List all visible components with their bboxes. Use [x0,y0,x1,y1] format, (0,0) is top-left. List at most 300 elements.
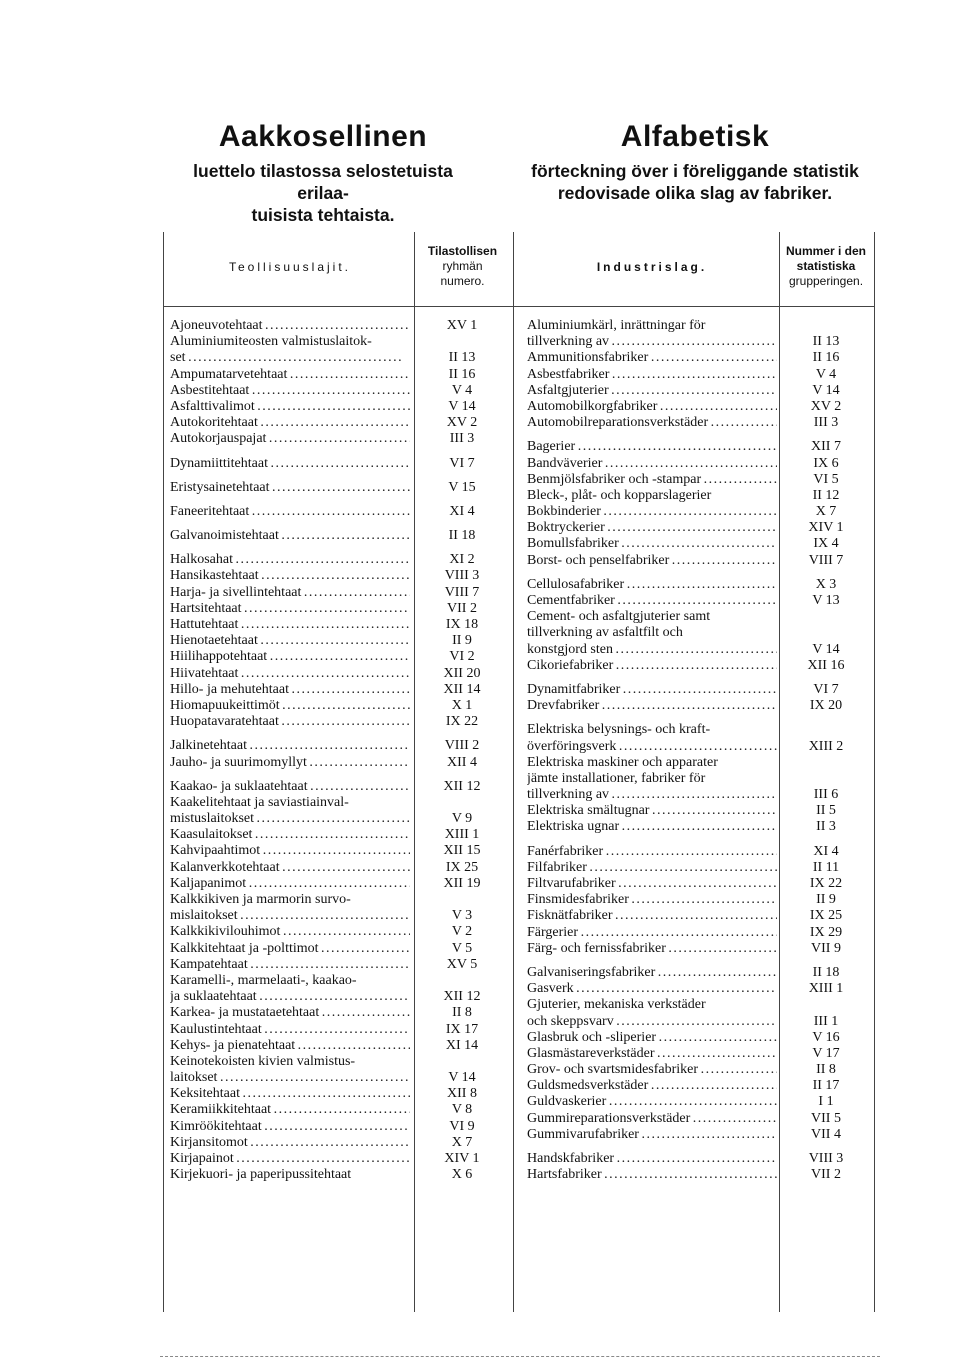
swedish-category-name: Elektriska maskiner och apparater [527,754,718,770]
finnish-row [170,698,410,714]
swedish-spacer [784,569,868,577]
finnish-category-name: Huopatavaratehtaat . . . [170,714,410,730]
swedish-group-number: II 3 [816,819,836,835]
finnish-category-name: Kahvipaahtimot . . . [170,843,410,859]
swedish-category-name: Gasverk . . . [527,981,777,997]
header-swedish-number-line1: Nummer i den [785,244,866,258]
swedish-category-name: Elektriska ugnar . . . [527,819,777,835]
swedish-group-number: III 1 [813,1013,839,1029]
finnish-spacer [418,544,506,552]
swedish-row [527,698,777,714]
finnish-row [170,1135,410,1151]
finnish-group-number: II 18 [448,528,476,544]
swedish-group-number: IX 4 [813,536,839,552]
finnish-group-number: X 6 [451,1167,473,1183]
swedish-group-number [784,997,868,1013]
finnish-group-number: VI 2 [449,649,475,665]
finnish-category-name: Jauho- ja suurimomyllyt . . . [170,755,410,771]
swedish-category-name: Cellulosafabriker . . . [527,577,777,593]
finnish-category-name: Kimröökitehtaat . . . [170,1119,410,1135]
finnish-category-name: set . . . [170,350,410,366]
finnish-spacer [418,496,506,504]
swedish-group-number: XII 7 [811,439,841,455]
swedish-row [527,1167,777,1183]
swedish-spacer [527,836,777,844]
swedish-category-name: Elektriska smältugnar . . . [527,803,777,819]
swedish-group-number: II 9 [816,892,836,908]
swedish-spacer [784,836,868,844]
finnish-category-name: Autokorjauspajat . . . [170,431,410,447]
finnish-spacer [418,730,506,738]
swedish-group-number: II 17 [812,1078,840,1094]
swedish-row [527,642,777,658]
finnish-category-name: Hattutehtaat . . . [170,617,410,633]
header-finnish-category: Teollisuuslajit. [228,260,352,274]
swedish-row [527,965,777,981]
finnish-group-number [418,334,506,350]
finnish-spacer [170,520,410,528]
finnish-category-name: Kirjansitomot . . . [170,1135,410,1151]
swedish-category-name: Gummireparationsverkstäder . . . [527,1111,777,1127]
header-swedish-number [778,244,874,289]
swedish-row [527,682,777,698]
finnish-group-number: V 14 [448,1070,476,1086]
finnish-group-number: XII 14 [443,681,481,697]
swedish-group-number: VII 9 [811,940,841,956]
finnish-row [170,1022,410,1038]
title-swedish [510,118,880,204]
swedish-row [527,658,777,674]
finnish-category-name: Harja- ja sivellintehtaat . . . [170,585,410,601]
finnish-group-number: XV 1 [446,318,478,333]
swedish-row [527,399,777,415]
swedish-category-name: jämte installationer, fabriker för [527,770,706,786]
finnish-group-number [418,973,506,989]
finnish-row [170,795,410,811]
swedish-category-name: Finsmidesfabriker . . . [527,892,777,908]
subtitle-finnish-line2: tuisista tehtaista. [251,205,395,225]
swedish-row [527,908,777,924]
finnish-spacer [170,730,410,738]
finnish-category-name: Jalkinetehtaat . . . [170,738,410,754]
finnish-row [170,973,410,989]
header-finnish-number-line1: Tilastollisen [427,244,498,258]
swedish-row [527,488,777,504]
finnish-group-number: II 9 [452,633,472,649]
swedish-category-name: Aluminiumkärl, inrättningar för [527,318,706,333]
swedish-spacer [784,674,868,682]
finnish-group-number: V 5 [451,940,473,956]
finnish-category-name: Kaakao- ja suklaatehtaat . . . [170,779,410,795]
finnish-row [170,941,410,957]
finnish-row [170,617,410,633]
finnish-row [170,682,410,698]
swedish-spacer [527,714,777,722]
finnish-row [170,1119,410,1135]
finnish-category-name: Kalanverkkotehtaat . . . [170,860,410,876]
finnish-row [170,383,410,399]
finnish-row [170,892,410,908]
swedish-category-name: Bokbinderier . . . [527,504,777,520]
swedish-row [527,876,777,892]
finnish-category-name: Asbestitehtaat . . . [170,383,410,399]
swedish-category-name: Fanérfabriker . . . [527,844,777,860]
finnish-row [170,633,410,649]
swedish-group-number: VII 4 [811,1126,841,1142]
swedish-category-name: Filtvarufabriker . . . [527,876,777,892]
swedish-group-number: II 13 [812,334,840,350]
finnish-group-number: VIII 2 [444,738,480,754]
finnish-category-name: Kirjekuori- ja paperipussitehtaat [170,1167,352,1183]
finnish-group-number: XV 2 [446,415,478,431]
subtitle-swedish-line1: förteckning över i föreliggande statistik [531,161,859,181]
swedish-category-name: Drevfabriker . . . [527,698,777,714]
swedish-category-name: Cementfabriker . . . [527,593,777,609]
swedish-group-number: X 7 [815,504,837,520]
finnish-group-number: X 1 [451,697,473,713]
swedish-group-number: V 13 [812,593,840,608]
finnish-group-number: XII 4 [447,754,477,770]
swedish-group-number: III 3 [813,415,839,431]
swedish-spacer [784,957,868,965]
finnish-row [170,480,410,496]
finnish-group-number: XIV 1 [444,1151,480,1166]
swedish-row [527,1078,777,1094]
swedish-row [527,334,777,350]
finnish-row [170,860,410,876]
swedish-row [527,625,777,641]
swedish-row [527,553,777,569]
header-swedish-number-line3: grupperingen. [788,274,864,288]
finnish-spacer [170,544,410,552]
swedish-group-number [784,755,868,771]
swedish-spacer [527,431,777,439]
swedish-row [527,860,777,876]
finnish-category-name: Kaasulaitokset . . . [170,827,410,843]
swedish-row [527,318,777,334]
finnish-row [170,334,410,350]
finnish-group-number: VIII 7 [444,584,480,600]
swedish-group-number: VIII 7 [808,552,844,568]
finnish-category-name: Keramiikkitehtaat . . . [170,1102,410,1118]
finnish-category-name: Eristysainetehtaat . . . [170,480,410,496]
swedish-category-name: Glasbruk och -sliperier . . . [527,1030,777,1046]
swedish-row [527,739,777,755]
rule-fi-num [414,232,415,1312]
swedish-row [527,350,777,366]
swedish-row [527,504,777,520]
finnish-category-name: laitokset . . . [170,1070,410,1086]
swedish-row [527,472,777,488]
finnish-number-list [418,318,506,1183]
finnish-category-name: Karamelli-, marmelaati-, kaakao- [170,972,357,988]
swedish-row [527,609,777,625]
swedish-category-name: Borst- och penselfabriker . . . [527,553,777,569]
swedish-category-list [527,318,777,1183]
finnish-category-list [170,318,410,1183]
finnish-group-number: XIII 1 [444,827,480,843]
finnish-group-number: V 9 [451,811,473,827]
finnish-category-name: Dynamiittitehtaat . . . [170,456,410,472]
finnish-row [170,1086,410,1102]
swedish-number-list [784,318,868,1183]
swedish-category-name: Guldsmedsverkstäder . . . [527,1078,777,1094]
finnish-spacer [170,496,410,504]
finnish-row [170,876,410,892]
swedish-row [527,1030,777,1046]
swedish-group-number: VI 5 [813,471,839,487]
finnish-group-number: VIII 3 [444,568,480,584]
finnish-category-name: Karkea- ja mustataetehtaat . . . [170,1005,410,1021]
swedish-group-number: V 4 [815,366,837,382]
header-finnish-number-line3: numero. [440,274,485,288]
finnish-category-name: Kirjapainot . . . [170,1151,410,1167]
finnish-spacer [170,448,410,456]
finnish-category-name: Kampatehtaat . . . [170,957,410,973]
swedish-row [527,456,777,472]
swedish-group-number: II 18 [812,964,840,980]
swedish-category-name: överföringsverk . . . [527,739,777,755]
swedish-group-number: XI 4 [813,843,839,859]
finnish-group-number: XII 12 [443,989,481,1005]
finnish-row [170,755,410,771]
finnish-row [170,1102,410,1118]
finnish-group-number [418,1054,506,1070]
finnish-category-name: Hansikastehtaat . . . [170,568,410,584]
swedish-row [527,1046,777,1062]
finnish-group-number: XV 5 [446,956,478,972]
swedish-row [527,771,777,787]
finnish-row [170,649,410,665]
swedish-category-name: Färg- och fernissfabriker . . . [527,941,777,957]
swedish-row [527,1111,777,1127]
swedish-category-name: Bleck-, plåt- och kopparslagerier [527,487,712,503]
finnish-category-name: Keinotekoisten kivien valmistus- [170,1053,356,1069]
rule-middle [513,232,514,1312]
swedish-group-number: IX 20 [809,698,843,714]
finnish-row [170,1167,410,1183]
finnish-group-number: II 16 [448,366,476,382]
swedish-category-name: tillverkning av . . . [527,787,777,803]
finnish-group-number: IX 18 [445,617,479,632]
finnish-row [170,779,410,795]
finnish-group-number: V 2 [451,924,473,940]
swedish-row [527,1127,777,1143]
finnish-category-name: ja suklaatehtaat . . . [170,989,410,1005]
swedish-row [527,803,777,819]
subtitle-swedish-line2: redovisade olika slag av fabriker. [557,183,833,203]
swedish-category-name: Automobilkorgfabriker . . . [527,399,777,415]
finnish-row [170,924,410,940]
swedish-row [527,925,777,941]
swedish-group-number [784,722,868,738]
swedish-row [527,1062,777,1078]
finnish-group-number: IX 17 [445,1021,479,1037]
swedish-row [527,1151,777,1167]
header-finnish-number-line2: ryhmän [442,259,483,273]
swedish-spacer [784,714,868,722]
swedish-group-number: XII 16 [807,657,845,673]
finnish-group-number: VII 2 [447,600,477,616]
swedish-group-number: XIII 2 [808,738,844,754]
swedish-category-name: Handskfabriker . . . [527,1151,777,1167]
swedish-category-name: Filfabriker . . . [527,860,777,876]
swedish-category-name: Fisknätfabriker . . . [527,908,777,924]
finnish-group-number: XI 2 [449,552,475,568]
swedish-category-name: Guldvaskerier . . . [527,1094,777,1110]
finnish-category-name: Hartsitehtaat . . . [170,601,410,617]
swedish-row [527,1014,777,1030]
swedish-group-number: I 1 [818,1094,834,1110]
subtitle-finnish-line1: luettelo tilastossa selostetuista erilaa- [193,161,453,203]
swedish-spacer [527,569,777,577]
finnish-group-number: X 7 [451,1134,473,1150]
heading-finnish: Aakkosellinen [218,120,428,153]
finnish-row [170,666,410,682]
swedish-row [527,755,777,771]
finnish-row [170,989,410,1005]
finnish-spacer [418,472,506,480]
finnish-row [170,399,410,415]
finnish-group-number: XII 20 [443,665,481,681]
swedish-row [527,536,777,552]
swedish-group-number [784,625,868,641]
swedish-row [527,787,777,803]
finnish-group-number: XII 12 [443,778,481,794]
swedish-category-name: tillverkning av asfaltfilt och [527,625,683,641]
swedish-group-number [784,609,868,625]
finnish-group-number: VI 7 [449,455,475,471]
finnish-row [170,601,410,617]
finnish-group-number: V 8 [451,1102,473,1118]
finnish-spacer [418,771,506,779]
swedish-group-number: V 17 [812,1045,840,1061]
finnish-group-number: IX 22 [445,714,479,730]
finnish-category-name: Hienotaetehtaat . . . [170,633,410,649]
swedish-row [527,941,777,957]
swedish-row [527,520,777,536]
finnish-spacer [170,472,410,480]
swedish-category-name: Benmjölsfabriker och -stampar . . . [527,472,777,488]
finnish-group-number: V 15 [448,479,476,495]
swedish-category-name: Bomullsfabriker . . . [527,536,777,552]
swedish-spacer [527,1143,777,1151]
swedish-group-number: II 16 [812,350,840,366]
finnish-spacer [418,448,506,456]
header-swedish-number-line2: statistiska [796,259,856,273]
swedish-spacer [784,1143,868,1151]
swedish-category-name: Hartsfabriker . . . [527,1167,777,1183]
finnish-category-name: mistuslaitokset . . . [170,811,410,827]
swedish-group-number: XV 2 [810,398,842,414]
finnish-row [170,1151,410,1167]
header-finnish-number [415,244,510,289]
finnish-group-number: VI 9 [449,1118,475,1134]
finnish-group-number: II 8 [452,1005,472,1021]
swedish-row [527,997,777,1013]
swedish-category-name: och skeppsvarv . . . [527,1014,777,1030]
finnish-row [170,318,410,334]
header-swedish-category: Industrislag. [596,260,708,274]
swedish-group-number: X 3 [815,576,837,592]
swedish-row [527,722,777,738]
swedish-group-number: V 16 [812,1029,840,1045]
swedish-category-name: Grov- och svartsmidesfabriker . . . [527,1062,777,1078]
swedish-category-name: Ammunitionsfabriker . . . [527,350,777,366]
finnish-category-name: Hiilihappotehtaat . . . [170,649,410,665]
finnish-group-number: XI 14 [445,1037,479,1053]
swedish-group-number: IX 29 [809,924,843,940]
rule-left [163,232,164,1312]
finnish-row [170,1038,410,1054]
swedish-row [527,415,777,431]
finnish-row [170,415,410,431]
swedish-group-number: VII 5 [811,1110,841,1126]
finnish-row [170,367,410,383]
finnish-group-number: V 4 [451,382,473,398]
finnish-row [170,350,410,366]
swedish-group-number: III 6 [813,787,839,803]
title-finnish [168,118,478,226]
swedish-category-name: Färgerier . . . [527,925,777,941]
finnish-category-name: Galvanoimistehtaat . . . [170,528,410,544]
swedish-group-number: II 12 [812,487,840,503]
swedish-group-number: VI 7 [813,681,839,697]
swedish-spacer [527,957,777,965]
finnish-row [170,957,410,973]
swedish-category-name: Glasmästareverkstäder . . . [527,1046,777,1062]
swedish-group-number: XIII 1 [808,981,844,997]
swedish-group-number [784,771,868,787]
finnish-group-number: III 3 [449,431,475,447]
finnish-group-number: XII 8 [447,1086,477,1102]
finnish-row [170,738,410,754]
finnish-category-name: Hiivatehtaat . . . [170,666,410,682]
finnish-group-number: V 3 [451,908,473,924]
swedish-category-name: Cement- och asfaltgjuterier samt [527,609,711,625]
swedish-row [527,577,777,593]
swedish-category-name: Elektriska belysnings- och kraft- [527,722,711,738]
swedish-row [527,367,777,383]
finnish-row [170,827,410,843]
finnish-category-name: Kaakelitehtaat ja saviastiainval- [170,794,349,810]
finnish-row [170,504,410,520]
swedish-category-name: Cikoriefabriker . . . [527,658,777,674]
swedish-group-number: IX 22 [809,876,843,891]
swedish-spacer [784,431,868,439]
finnish-category-name: Kalkkikivilouhimot . . . [170,924,410,940]
swedish-group-number: XIV 1 [808,520,844,536]
finnish-spacer [418,520,506,528]
finnish-category-name: Keksitehtaat . . . [170,1086,410,1102]
finnish-category-name: Kaljapanimot . . . [170,876,410,892]
finnish-category-name: Kalkkikiven ja marmorin survo- [170,892,351,907]
finnish-category-name: Kalkkitehtaat ja -polttimot . . . [170,941,410,957]
swedish-group-number: VIII 3 [808,1151,844,1166]
finnish-row [170,456,410,472]
swedish-group-number: II 11 [812,859,840,875]
swedish-group-number: II 5 [816,803,836,819]
rule-right [874,232,875,1312]
swedish-group-number: IX 6 [813,455,839,471]
rule-header-bottom [163,306,874,307]
rule-sv-num [779,232,780,1312]
swedish-group-number: II 8 [816,1062,836,1078]
swedish-group-number: IX 25 [809,908,843,924]
swedish-category-name: tillverkning av . . . [527,334,777,350]
finnish-group-number [418,892,506,908]
finnish-group-number: XII 15 [443,843,481,859]
